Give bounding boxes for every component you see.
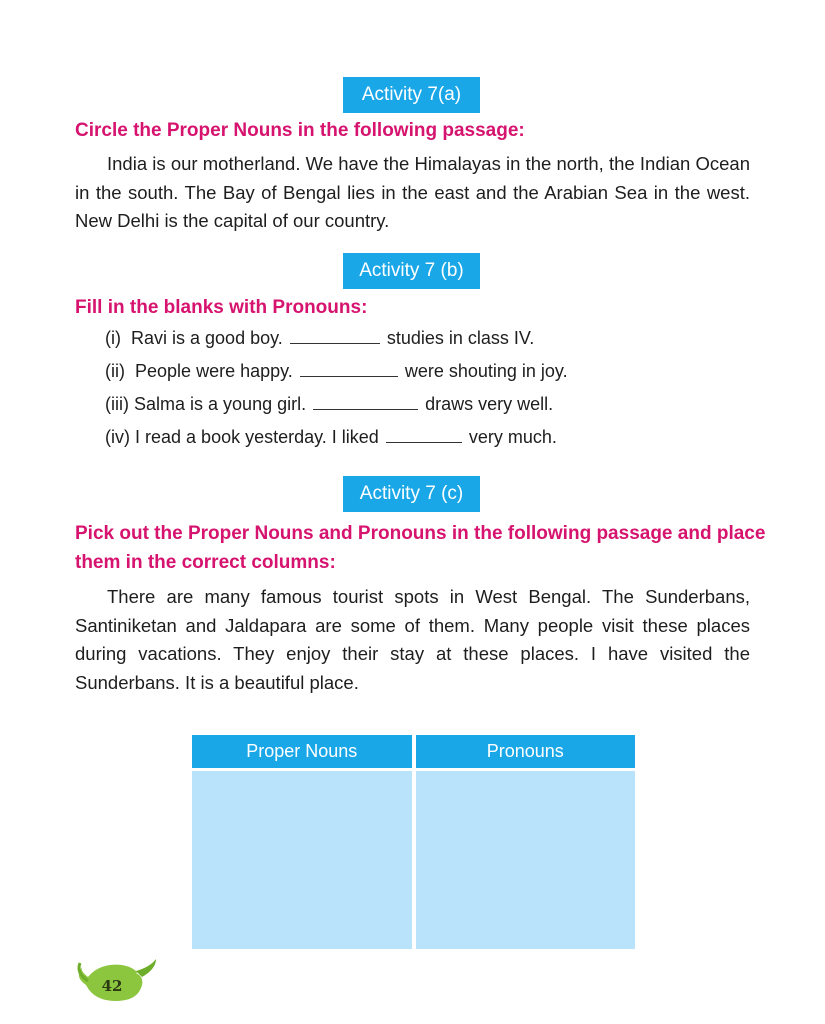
list-item (105, 355, 568, 388)
pronouns-cell[interactable] (416, 771, 636, 949)
proper-nouns-column (192, 735, 412, 949)
activity-b-badge: Activity 7 (b) (343, 253, 480, 289)
classification-table (192, 735, 635, 949)
item-text: very much. (468, 427, 557, 447)
activity-a-passage: India is our motherland. We have the Himalayas in the north, the Indian Ocean in the south. The Bay of Bengal lies in the east and the Arabian Sea in the west. New Delhi is the capital of our country. (75, 153, 750, 231)
list-item (105, 421, 568, 454)
list-item (105, 322, 568, 355)
item-text: People were happy. (135, 361, 293, 381)
proper-nouns-cell[interactable] (192, 771, 412, 949)
item-text: studies in class IV. (386, 328, 535, 348)
activity-c-passage: There are many famous tourist spots in West Bengal. The Sunderbans, Santiniketan and Jaldapara are some of them. Many people visit these places during vacations. They enjoy their stay at these places. I have visited the Sunderbans. It is a beautiful place. (75, 586, 750, 693)
blank-line (300, 360, 398, 377)
blank-line (290, 327, 380, 344)
activity-a-badge: Activity 7(a) (343, 77, 480, 113)
item-text: draws very well. (425, 394, 554, 414)
activity-c-instruction-line-1: Pick out the Proper Nouns and Pronouns in the following passage and place (75, 523, 766, 544)
blank-line (386, 426, 462, 443)
page-number-badge (70, 955, 160, 1005)
item-number: (ii) (105, 361, 125, 381)
item-text: were shouting in joy. (404, 361, 568, 381)
item-text: I read a book yesterday. I liked (135, 427, 379, 447)
pronouns-header: Pronouns (416, 735, 636, 768)
proper-nouns-header: Proper Nouns (192, 735, 412, 768)
list-item (105, 388, 568, 421)
item-text: Salma is a young girl. (134, 394, 307, 414)
activity-c-instruction-line-2: them in the correct columns: (75, 552, 336, 573)
teapot-icon (70, 955, 160, 1005)
activity-c-badge: Activity 7 (c) (343, 476, 480, 512)
page-number: 42 (101, 977, 123, 995)
item-number: (i) (105, 328, 121, 348)
item-number: (iv) (105, 427, 130, 447)
item-text: Ravi is a good boy. (131, 328, 283, 348)
activity-a-instruction: Circle the Proper Nouns in the following passage: (75, 120, 525, 141)
pronouns-column (416, 735, 636, 949)
pronoun-list (105, 322, 568, 454)
activity-b-instruction: Fill in the blanks with Pronouns: (75, 297, 368, 318)
item-number: (iii) (105, 394, 129, 414)
blank-line (313, 393, 418, 410)
